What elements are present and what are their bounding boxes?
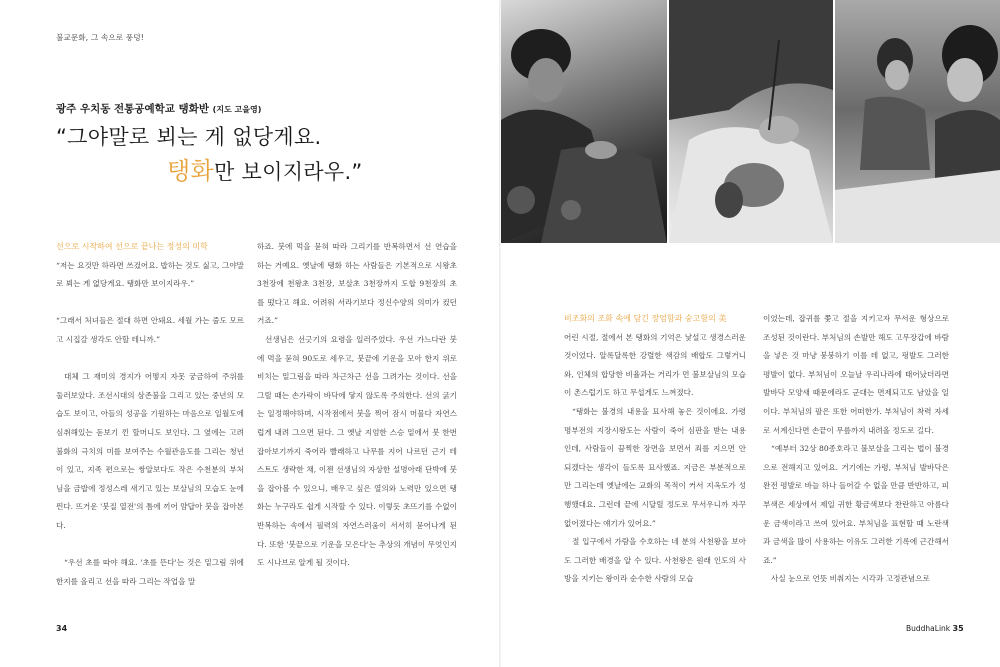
quote-paragraph: “저는 요것만 하라면 쓰겄어요. 밥하는 것도 싫고, 그야말로 뵈는 게 없당게요. 탱화만 보이지라우.” xyxy=(56,260,244,289)
page-number-right: 35 xyxy=(952,624,964,633)
body-paragraph: 하죠. 붓에 먹을 묻혀 따라 그리기를 반복하면서 선 연습을 하는 거예요. 옛날에 탱화 하는 사람들은 기본적으로 시왕초 3천장에 천왕초 3천장, 보살초 3천장까지 도합 9천장의 초를 떴다고 해요. 어려워 서라기보다 정신수양의 의미가 컸던 거죠.” xyxy=(257,242,457,326)
body-paragraph: 어린 시절, 절에서 본 탱화의 기억은 낯설고 생경스러운 것이었다. 알록달록한 강렬한 색감의 배합도 그렇거니와, 인체의 합당한 비율과는 거리가 먼 불보살님의 모습이 촌스럽기도 하고 무섭게도 느껴졌다. xyxy=(564,332,746,398)
article-subtitle xyxy=(56,101,261,116)
section-label: 불교문화, 그 속으로 풍덩! xyxy=(56,33,144,42)
body-paragraph: 이었는데, 잡귀를 쫓고 절을 지키고자 무서운 형상으로 조성된 것이란다. 부처님의 손발만 해도 고무장갑에 바람을 넣은 것 마냥 붕붕하기 이를 데 없고, 펑발도 그러한 평발이 없다. 부처님이 오늘날 우리나라에 태어났더라면 발바닥 모양새 때문에라도 군대는 면제되고도 남았을 일이다. 부처님의 팔은 또한 어떠한가. 부처님이 착력 자세로 서계신다면 손끝이 무릎까지 내려올 정도로 길다. xyxy=(763,314,949,435)
body-paragraph: 선생님은 선긋기의 요령을 일러주었다. 우선 가느다란 붓에 먹을 묻혀 90도로 세우고, 붓끝에 기운을 모아 한지 위로 비치는 밑그림을 따라 차근차근 선을 그려가는 것이다. 선을 그릴 때는 손가락이 바닥에 닿지 않도록 주의한다. 선의 굵기는 일정해야하며, 시작점에서 붓을 찍어 잠시 머물다 자연스럽게 내려 그으면 된다. 그 옛날 지엄한 스승 밑에서 붓 한번 잡아보기까지 죽어라 빨래하고 나무를 지어 나르던 근기 테스트도 생략한 채, 이젠 선생님의 자상한 설명아래 단박에 붓을 잡아볼 수 있으니, 배우고 싶은 열의와 노력만 있으면 탱화는 누구라도 쉽게 시작할 수 있다. 이렇듯 초뜨기를 수없이 반복하는 속에서 필력의 자연스러움이 서서히 묻어나게 된다. 또한 '붓끝으로 기운을 모은다'는 추상의 개념이 무엇인지도 시나브로 알게 될 것이다. xyxy=(257,334,457,568)
body-paragraph: “우선 초를 따야 해요. '초를 뜬다'는 것은 밑그림 위에 한지를 올리고 선을 따라 그리는 작업을 말 xyxy=(56,558,244,586)
headline-line-2 xyxy=(167,151,363,186)
subtitle-main: 광주 우치동 전통공예학교 탱화반 xyxy=(56,103,209,115)
headline-accent: 탱화 xyxy=(167,157,214,185)
headline-line-1: “그야말로 뵈는 게 없당게요. xyxy=(56,125,322,149)
page-footer-right xyxy=(906,624,964,633)
page-number-left: 34 xyxy=(56,624,68,633)
photo-class-students xyxy=(835,0,1000,243)
photo-hands-painting xyxy=(669,0,833,243)
photo-painter-woman xyxy=(501,0,667,243)
quote-paragraph: “탱화는 불경의 내용을 묘사해 놓은 것이에요. 가령 명부전의 지장시왕도는 사람이 죽어 심판을 받는 내용인데, 사람들이 끔찍한 장면을 보면서 죄를 지으면 안 되겠다는 생각이 들도록 묘사했죠. 지금은 부분적으로만 그리는데 옛날에는 교화의 목적이 커서 지옥도가 성행했대요. 그런데 끝에 시달릴 정도로 무서우니까 자꾸 없어졌다는 얘기가 있어요.” xyxy=(564,406,746,528)
text-column-2 xyxy=(257,238,457,588)
section-heading-2: 비조화의 조화 속에 담긴 장엄함과 숭고함의 美 xyxy=(564,314,727,323)
text-column-3 xyxy=(564,310,746,590)
headline-rest: 만 보이지라우.” xyxy=(213,160,363,184)
body-paragraph: 절 입구에서 가람을 수호하는 네 분의 사천왕을 보아도 그러한 배경을 알 수 있다. 사천왕은 원래 인도의 사방을 지키는 왕이라 순수한 사람의 모습 xyxy=(564,537,746,584)
quote-paragraph: “그래서 처녀들은 절대 하면 안돼요. 세월 가는 줄도 모르고 시집갈 생각도 안할 테니까.” xyxy=(56,316,244,344)
brand-name: BuddhaLink xyxy=(906,624,951,633)
subtitle-instructor: (지도 고을영) xyxy=(212,105,262,114)
quote-paragraph: “예부터 32상 80종호라고 불보살을 그리는 법이 불경으로 전해지고 있어요. 거기에는 가령, 부처님 발바닥은 완전 평발로 바늘 하나 들어갈 수 없을 만큼 반반하고, 피부색은 세상에서 제일 귀한 황금색보다 찬란하고 아름다운 금색이라고 쓰여 있어요. 부처님을 표현할 때 노란색과 금색을 많이 사용하는 이유도 그러한 기록에 근간해서죠.” xyxy=(763,444,949,565)
text-column-4 xyxy=(763,310,949,590)
body-paragraph: 대체 그 재미의 경지가 어떻지 자못 궁금하여 주위를 둘러보았다. 조선시대의 삼존불을 그리고 있는 중년의 모습도 보이고, 아들의 성공을 기원하는 마음으로 일월도에 심취해있는 돋보기 낀 할머니도 보인다. 그 옆에는 고려불화의 극치의 미를 보여주는 수월관음도를 그리는 청년이 있고, 지족 편으로는 쌍알보다도 작은 수천분의 부처님을 금밥에 정성스레 새기고 있는 보살님의 모습도 눈에 띈다. 뜨거운 '붓질 열전'의 틈에 끼어 얌답아 붓을 잡아본다. xyxy=(56,372,244,530)
text-column-1 xyxy=(56,238,244,588)
body-paragraph: 사실 눈으로 언뜻 비춰지는 시각과 고정관념으로 xyxy=(771,574,930,584)
section-heading-1: 선으로 시작하여 선으로 끝나는 정성의 미학 xyxy=(56,242,208,251)
